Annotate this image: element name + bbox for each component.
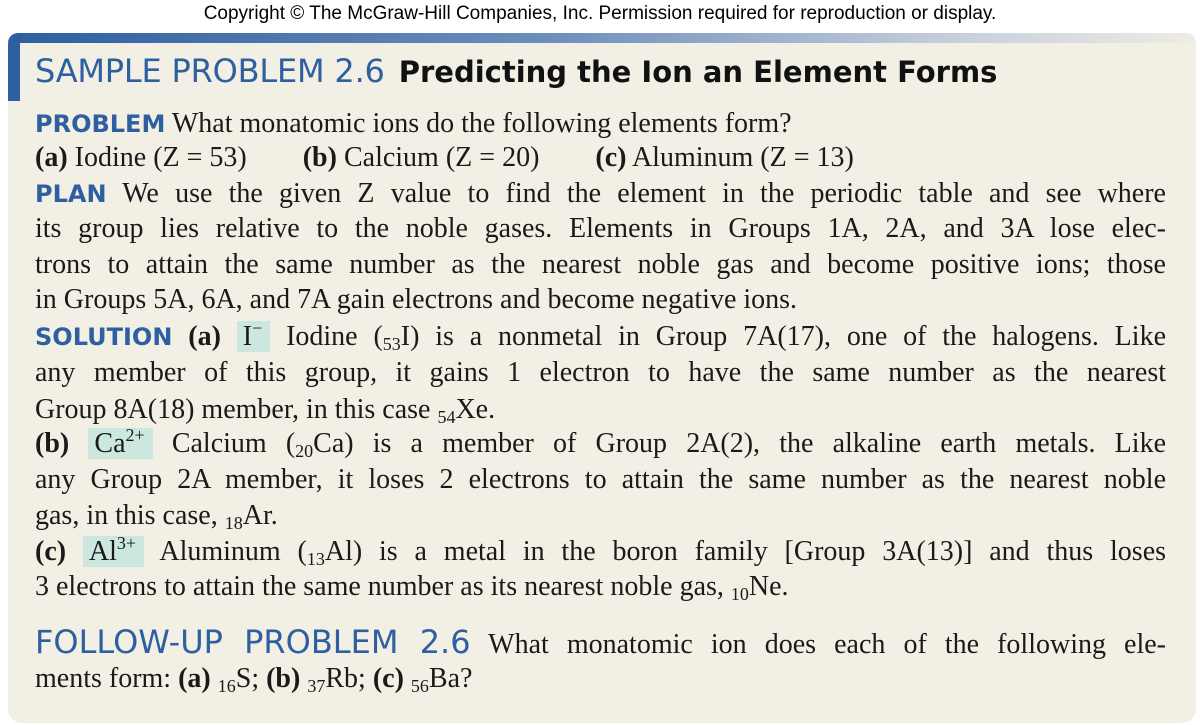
solution-b-text: Calcium $(_{20}Ca)$ is a member of Group 2A(2), the alkaline earth metals. Like: [171, 428, 1166, 461]
solution-a-line-3: Group 8A(18) member, in this case $_{54}$Xe.: [35, 394, 496, 427]
solution-b-line-2: any Group 2A member, it loses 2 electrons to attain the same number as the nearest noble: [35, 464, 1166, 495]
part-a-name: Iodine: [74, 142, 147, 173]
problem-question: What monatomic ions do the following elements form?: [171, 108, 792, 139]
followup-label: FOLLOW-UP PROBLEM 2.6: [35, 623, 471, 661]
plan-line-2: its group lies relative to the noble gases. Elements in Groups 1A, 2A, and 3A lose elec-: [35, 213, 1166, 244]
solution-b-line-1: [35, 427, 1166, 461]
sample-problem-heading: Predicting the Ion an Element Forms: [398, 55, 998, 89]
sample-problem-label: SAMPLE PROBLEM 2.6: [35, 52, 385, 90]
part-b-z: (Z = 20): [445, 142, 540, 173]
solution-c-line-2: 3 electrons to attain the same number as its nearest noble gas, $_{10}$Ne.: [35, 571, 789, 604]
problem-line: [35, 107, 1166, 141]
solution-b-line-3: gas, in this case, $_{18}$Ar.: [35, 500, 278, 533]
part-a-tag: (a): [35, 142, 68, 173]
panel-accent-bar: [8, 33, 20, 101]
solution-c-line-1: [35, 535, 1166, 569]
solution-c-text: Aluminum $(_{13}Al)$ is a metal in the boron family [Group 3A(13)] and thus loses: [159, 536, 1167, 569]
part-b-tag: (b): [302, 142, 337, 173]
part-a-z: (Z = 53): [153, 142, 247, 173]
solution-a-line-2: any member of this group, it gains 1 electron to have the same number as the nearest: [35, 357, 1166, 388]
plan-line-1: [35, 177, 1166, 211]
panel-top-band: [8, 33, 1196, 43]
solution-a-text: Iodine $(_{53}I)$ is a nonmetal in Group 7A(17), one of the halogens. Like: [286, 321, 1166, 354]
part-c-z: (Z = 13): [760, 142, 854, 173]
solution-a-tag: (a): [188, 321, 221, 352]
plan-keyword: PLAN: [35, 180, 107, 208]
ion-answer-b: $Ca^{2+}$: [88, 428, 152, 459]
solution-keyword: SOLUTION: [35, 323, 173, 351]
ion-answer-c: $Al^{3+}$: [83, 536, 144, 567]
solution-b-tag: (b): [35, 428, 70, 459]
solution-c-tag: (c): [35, 536, 67, 567]
plan-text-1: We use the given Z value to find the element in the periodic table and see where: [122, 178, 1166, 209]
plan-line-3: trons to attain the same number as the nearest noble gas and become positive ions; those: [35, 249, 1166, 280]
problem-keyword: PROBLEM: [35, 110, 166, 138]
sample-problem-title: [35, 52, 997, 90]
followup-line-1: [35, 622, 1166, 662]
problem-parts: [35, 141, 1166, 175]
copyright-notice: Copyright © The McGraw-Hill Companies, Inc. Permission required for reproduction or display.: [203, 3, 997, 24]
plan-line-4: in Groups 5A, 6A, and 7A gain electrons and become negative ions.: [35, 284, 798, 315]
ion-answer-a: I−: [237, 321, 270, 352]
solution-a-line-1: [35, 320, 1166, 354]
part-b-name: Calcium: [343, 142, 439, 173]
part-c-name: Aluminum: [631, 142, 754, 173]
followup-text-1: What monatomic ion does each of the following ele-: [488, 629, 1167, 660]
part-c-tag: (c): [595, 142, 627, 173]
followup-line-2: ments form: (a) $_{16}$S; (b) $_{37}$Rb; (c) $_{56}$Ba?: [35, 663, 473, 696]
